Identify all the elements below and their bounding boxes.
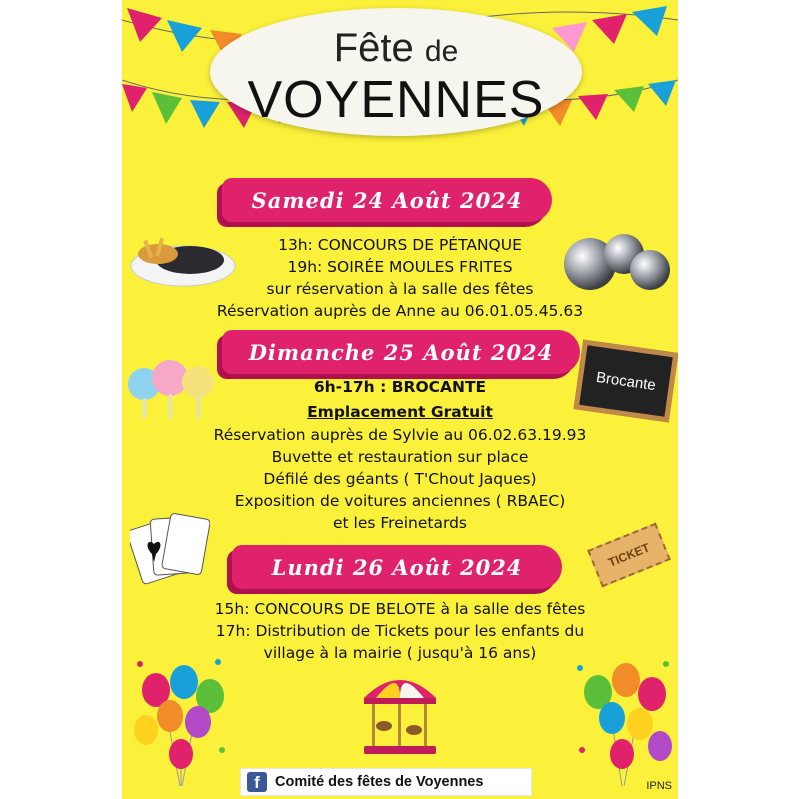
carousel-icon [358,668,442,760]
saturday-banner: Samedi 24 Août 2024 [222,178,552,222]
monday-line-2: 17h: Distribution de Tickets pour les enfants du [215,622,585,640]
saturday-line-3: sur réservation à la salle des fêtes [266,280,534,298]
saturday-line-2: 19h: SOIRÉE MOULES FRITES [287,258,513,276]
title-voyennes: VOYENNES [247,71,545,129]
balloons-right-icon [570,650,676,790]
footer-text: Comité des fêtes de Voyennes [275,774,484,790]
event-poster [122,0,678,799]
saturday-line-4: Réservation auprès de Anne au 06.01.05.45.63 [216,302,584,320]
monday-banner: Lundi 26 Août 2024 [232,545,562,589]
brocante-sign: Brocante [574,340,678,423]
sunday-line-7: et les Freinetards [333,514,467,532]
sunday-line-3: Réservation auprès de Sylvie au 06.02.63.19.93 [213,426,587,444]
sunday-line-5: Défilé des géants ( T'Chout Jaques) [263,470,537,488]
title-oval [210,8,582,136]
playing-cards-icon [130,510,210,586]
sunday-banner: Dimanche 25 Août 2024 [222,330,580,374]
monday-line-1: 15h: CONCOURS DE BELOTE à la salle des fêtes [214,600,586,618]
sunday-line-6: Exposition de voitures anciennes ( RBAEC) [234,492,566,510]
sunday-line-4: Buvette et restauration sur place [271,448,529,466]
title-line-1 [210,26,582,71]
facebook-footer[interactable] [240,768,532,796]
monday-line-3: village à la mairie ( jusqu'à 16 ans) [263,644,537,662]
title-fete: Fête [333,26,414,70]
ticket-icon: TICKET [587,523,671,588]
title-de: de [424,35,459,68]
ipns-label: IPNS [646,780,672,792]
sunday-line-2: Emplacement Gratuit [307,403,493,421]
saturday-line-1: 13h: CONCOURS DE PÉTANQUE [278,236,522,254]
balloons-left-icon [126,650,236,790]
sunday-line-1: 6h-17h : BROCANTE [313,378,487,396]
facebook-icon: f [247,772,267,792]
